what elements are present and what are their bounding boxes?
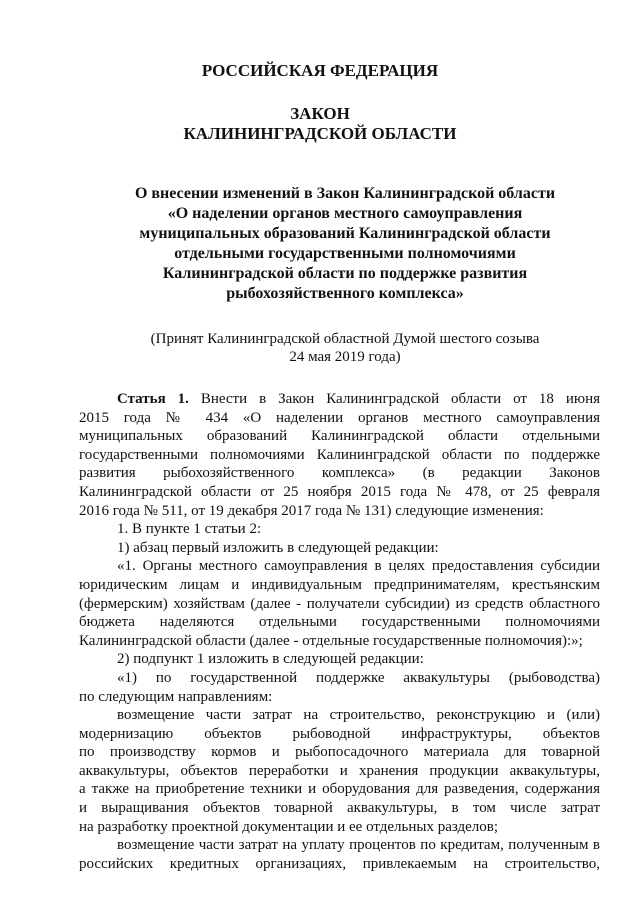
article-line: возмещение части затрат на строительство, реконструкцию и (или) [117, 707, 600, 724]
article-line: 2) подпункт 1 изложить в следующей редакции: [117, 651, 424, 668]
article-line: по производству кормов и рыбопосадочного материала для товарной [79, 744, 600, 761]
article-line: а также на приобретение техники и оборудования для разведения, содержания [79, 781, 600, 798]
article-line: «1) по государственной поддержке аквакультуры (рыбоводства) [117, 669, 600, 686]
article-line: «1. Органы местного самоуправления в целях предоставления субсидии [117, 558, 600, 575]
article-line: аквакультуры, объектов переработки и хранения продукции аквакультуры, [79, 762, 600, 779]
article-line: государственными полномочиями Калининградской области по поддержке [79, 446, 600, 463]
article-line: развития рыбохозяйственного комплекса» (в редакции Законов [79, 465, 600, 482]
article-line: бюджета наделяются отдельными государственными полномочиями [79, 614, 600, 631]
subject-line: «О наделении органов местного самоуправления [167, 205, 523, 222]
article-line: 2016 года № 511, от 19 декабря 2017 года № 131) следующие изменения: [79, 502, 544, 519]
subject-line: О внесении изменений в Закон Калининградской области [134, 185, 556, 202]
article-line: муниципальных образований Калининградской области отдельными [79, 428, 600, 445]
adoption-note [125, 330, 565, 366]
article-line: возмещение части затрат на уплату процентов по кредитам, полученным в [117, 837, 600, 854]
law-title-line-2: КАЛИНИНГРАДСКОЙ ОБЛАСТИ [183, 124, 457, 143]
federation-heading: РОССИЙСКАЯ ФЕДЕРАЦИЯ [201, 61, 439, 80]
adoption-line-1: (Принят Калининградской областной Думой шестого созыва [150, 331, 540, 347]
subject-line: отдельными государственными полномочиями [174, 245, 516, 262]
article-line: Калининградской области от 25 ноября 2015 года № 478, от 25 февраля [79, 483, 600, 500]
article-line: российских кредитных организациях, привлекаемым на строительство, [79, 855, 600, 872]
article-line: 1. В пункте 1 статьи 2: [117, 521, 262, 538]
article-line: (фермерским) хозяйствам (далее - получатели субсидии) из средств областного [79, 595, 600, 612]
article-line: 2015 года № 434 «О наделении органов местного самоуправления [79, 409, 600, 426]
article-heading: Статья 1. [117, 391, 189, 407]
adoption-line-2: 24 мая 2019 года) [289, 349, 401, 365]
law-title-line-1: ЗАКОН [290, 104, 350, 123]
article-body [79, 390, 600, 873]
article-line: модернизацию объектов рыбоводной инфраструктуры, объектов [79, 725, 600, 742]
article-line: Калининградской области (далее - отдельные государственные полномочия):»; [79, 632, 583, 649]
law-subject [110, 184, 580, 304]
subject-line: Калининградской области по поддержке развития [162, 265, 528, 282]
subject-line: рыбохозяйственного комплекса» [226, 285, 464, 302]
article-line: 1) абзац первый изложить в следующей редакции: [117, 539, 439, 556]
article-line: Статья 1. Внести в Закон Калининградской области от 18 июня [117, 391, 600, 407]
article-line: по следующим направлениям: [79, 688, 273, 705]
article-line: юридическим лицам и индивидуальным предпринимателям, крестьянским [79, 576, 600, 593]
article-line: на разработку проектной документации и ее отдельных разделов; [79, 818, 499, 835]
subject-line: муниципальных образований Калининградской области [139, 225, 551, 242]
article-line: и выращивания объектов товарной аквакультуры, в том числе затрат [79, 800, 600, 817]
